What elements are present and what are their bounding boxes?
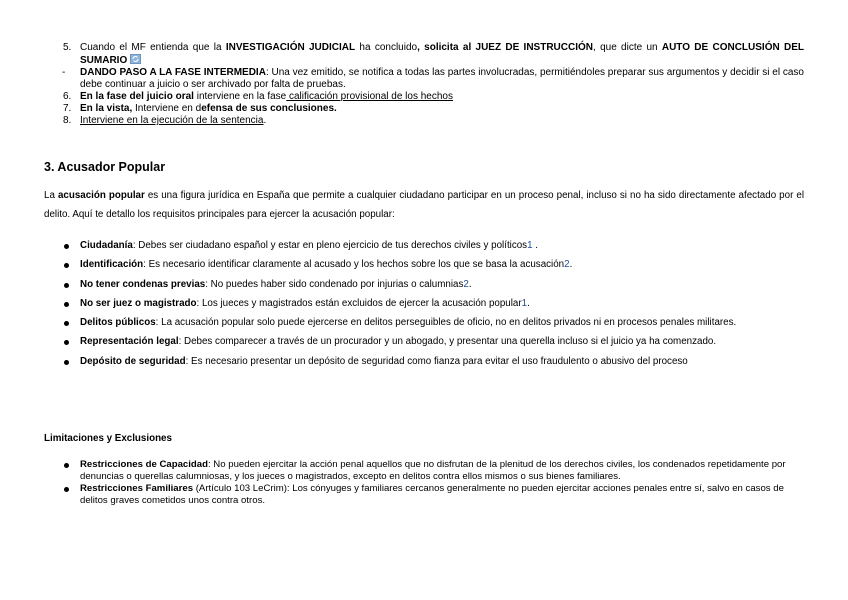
item-text: (Artículo 103 LeCrim): Los cónyuges y familiares cercanos generalmente no pueden ejercitar acciones penales entre sí, salvo en casos de delitos graves cometidos unos contra otros. <box>80 483 784 506</box>
step-bold: , solicita al JUEZ DE INSTRUCCIÓN <box>417 42 593 53</box>
item-tail: . <box>569 259 573 271</box>
item-term: Delitos públicos <box>80 317 156 329</box>
step-text: Interviene en d <box>132 103 202 114</box>
list-item <box>0 459 848 482</box>
step-bold: efensa de sus conclusiones. <box>201 103 337 114</box>
list-item <box>0 483 848 506</box>
reference-link[interactable]: 2 <box>564 259 570 271</box>
list-item-step-8 <box>0 115 848 127</box>
list-item-intermediate-phase <box>0 67 848 91</box>
step-underlined: Interviene en la ejecución de la sentencia <box>80 115 264 126</box>
section-heading: 3. Acusador Popular <box>44 160 166 174</box>
item-term: Restricciones Familiares <box>80 483 194 494</box>
refresh-icon <box>130 54 141 64</box>
step-number: 8. <box>63 115 72 126</box>
list-item-step-5 <box>0 42 848 67</box>
item-term: Representación legal <box>80 336 179 348</box>
item-text: : Debes ser ciudadano español y estar en pleno ejercicio de tus derechos civiles y políticos <box>132 240 528 251</box>
reference-link[interactable]: 1 <box>521 297 528 309</box>
procedure-steps-list <box>0 42 848 127</box>
item-term: No tener condenas previas <box>80 278 206 290</box>
bullet-dot <box>64 263 69 268</box>
step-number: 5. <box>63 42 72 53</box>
item-term: Depósito de seguridad <box>80 355 186 367</box>
requirements-list <box>0 236 848 371</box>
item-text: : Es necesario presentar un depósito de seguridad como fianza para evitar el uso fraudulento o abusivo del proceso <box>185 355 688 367</box>
subsection-heading: Limitaciones y Exclusiones <box>44 433 172 444</box>
item-tail: . <box>532 240 538 251</box>
item-term: Restricciones de Capacidad <box>80 459 208 470</box>
reference-link[interactable]: 1 <box>527 240 533 251</box>
bullet-dot <box>64 360 69 365</box>
limitations-list <box>0 459 848 507</box>
bullet-dot <box>64 244 69 249</box>
list-item <box>0 294 848 313</box>
bullet-dot <box>64 340 69 345</box>
step-text: : Una vez emitido, se notifica a todas las partes involucradas, permitiéndoles preparar sus argumentos y decidir si el caso debe continuar a juicio o ser archivado por falta de pruebas. <box>80 67 804 90</box>
step-bold: En la fase del juicio oral <box>80 91 194 102</box>
step-text: , que dicte un <box>593 42 662 53</box>
step-bold: AUTO DE CONCLUSIÓN DEL SUMARIO <box>80 42 804 66</box>
intro-text: La <box>44 190 58 201</box>
item-text: : Debes comparecer a través de un procurador y un abogado, y presentar una querella incluso si el juicio ya ha comenzado. <box>178 336 717 348</box>
bullet-dot <box>64 321 69 326</box>
intro-paragraph <box>44 186 804 224</box>
bullet-dot <box>64 283 69 288</box>
list-item <box>0 255 848 274</box>
list-item-step-6 <box>0 91 848 103</box>
step-bold: En la vista, <box>80 103 133 114</box>
list-item <box>0 275 848 294</box>
list-item-step-7 <box>0 103 848 115</box>
step-number: 6. <box>63 91 72 102</box>
step-bold: INVESTIGACIÓN JUDICIAL <box>225 42 356 53</box>
step-text: . <box>263 115 267 126</box>
step-text: Cuando el MF entienda que la <box>80 42 226 53</box>
bullet-dot <box>64 463 69 468</box>
item-tail: . <box>468 278 472 290</box>
list-item <box>0 236 848 255</box>
list-item <box>0 313 848 332</box>
reference-link[interactable]: 2 <box>463 278 469 290</box>
bullet-dot <box>64 487 69 492</box>
list-item <box>0 332 848 351</box>
item-term: Identificación <box>80 259 144 271</box>
item-term: Ciudadanía <box>80 240 133 251</box>
item-tail: . <box>527 297 530 309</box>
dash-marker: - <box>62 67 66 78</box>
item-text: : La acusación popular solo puede ejercerse en delitos perseguibles de oficio, no en delitos privados ni en procesos penales militares. <box>155 317 737 329</box>
bullet-dot <box>64 302 69 307</box>
item-text: : No pueden ejercitar la acción penal aquellos que no disfrutan de la plenitud de los derechos civiles, los condenados repetidamente por denuncias o querellas calumniosas, y los jueces o magistrados, excepto en delitos contra ellos mismos o sus bienes familiares. <box>80 459 786 482</box>
item-text: : No puedes haber sido condenado por injurias o calumnias <box>205 278 464 290</box>
intro-text: es una figura jurídica en España que permite a cualquier ciudadano participar en un proceso penal, incluso si no ha sido directamente afectado por el delito. Aquí te detallo los requisitos principales para ejercer la acusación popular: <box>44 190 804 220</box>
item-text: : Los jueces y magistrados están excluidos de ejercer la acusación popular <box>196 297 522 309</box>
step-text: ha concluido <box>355 42 418 53</box>
intro-bold: acusación popular <box>57 190 145 201</box>
step-underlined: calificación provisional de los hechos <box>286 91 453 102</box>
step-number: 7. <box>63 103 72 114</box>
item-text: : Es necesario identificar claramente al acusado y los hechos sobre los que se basa la acusación <box>143 259 565 271</box>
item-term: No ser juez o magistrado <box>80 297 197 309</box>
list-item <box>0 352 848 371</box>
step-bold: DANDO PASO A LA FASE INTERMEDIA <box>80 67 266 78</box>
step-text: interviene en la fase <box>193 91 287 102</box>
